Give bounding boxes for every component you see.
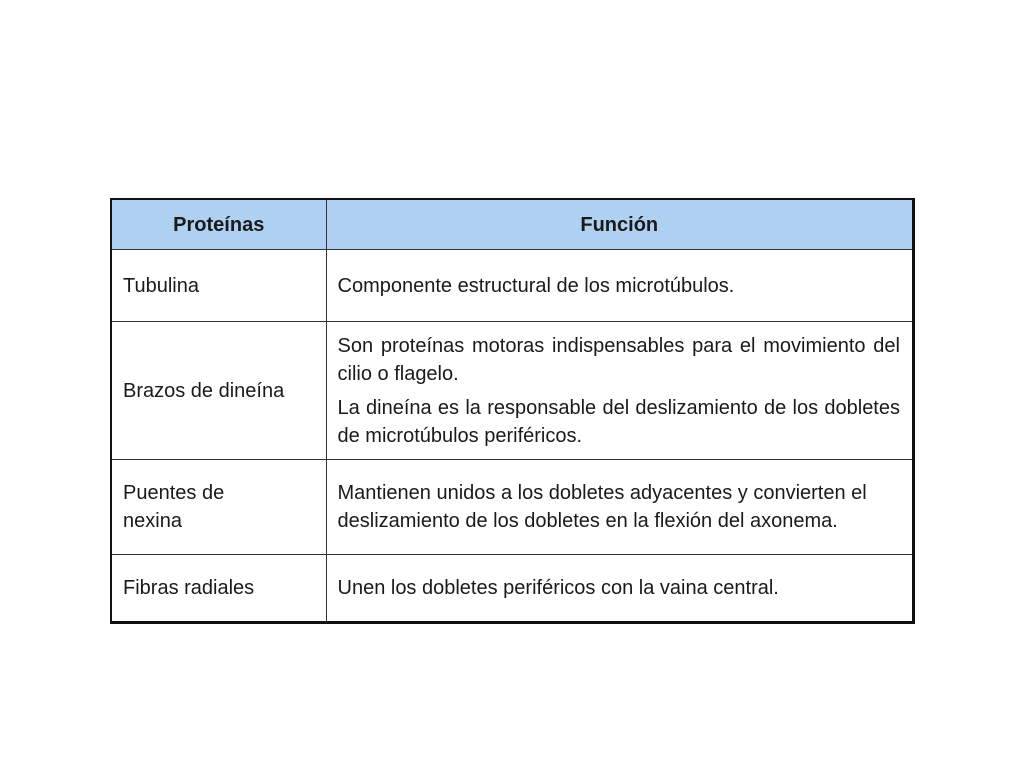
table-row <box>112 322 912 460</box>
function-text: La dineína es la responsable del deslizamiento de los dobletes de microtúbulos periféricos. <box>337 396 900 447</box>
function-cell <box>326 555 912 622</box>
protein-cell: Fibras radiales <box>112 555 326 622</box>
protein-cell: Brazos de dineína <box>112 322 326 460</box>
table <box>112 200 912 621</box>
function-cell <box>326 460 912 555</box>
table-row <box>112 555 912 622</box>
function-text: Son proteínas motoras indispensables para el movimiento del cilio o flagelo. <box>337 334 900 385</box>
protein-cell: Puentes de nexina <box>112 460 326 555</box>
protein-function-table <box>110 198 915 624</box>
header-funcion: Función <box>326 200 912 250</box>
function-text: Mantienen unidos a los dobletes adyacentes y convierten el deslizamiento de los dobletes en la flexión del axonema. <box>337 482 867 532</box>
function-text: Unen los dobletes periféricos con la vaina central. <box>337 577 779 599</box>
table-header-row <box>112 200 912 250</box>
header-proteinas: Proteínas <box>112 200 326 250</box>
function-text: Componente estructural de los microtúbulos. <box>337 274 735 297</box>
table-row <box>112 250 912 322</box>
function-cell <box>326 250 912 322</box>
protein-cell: Tubulina <box>112 250 326 322</box>
table-row <box>112 460 912 555</box>
function-cell <box>326 322 912 460</box>
